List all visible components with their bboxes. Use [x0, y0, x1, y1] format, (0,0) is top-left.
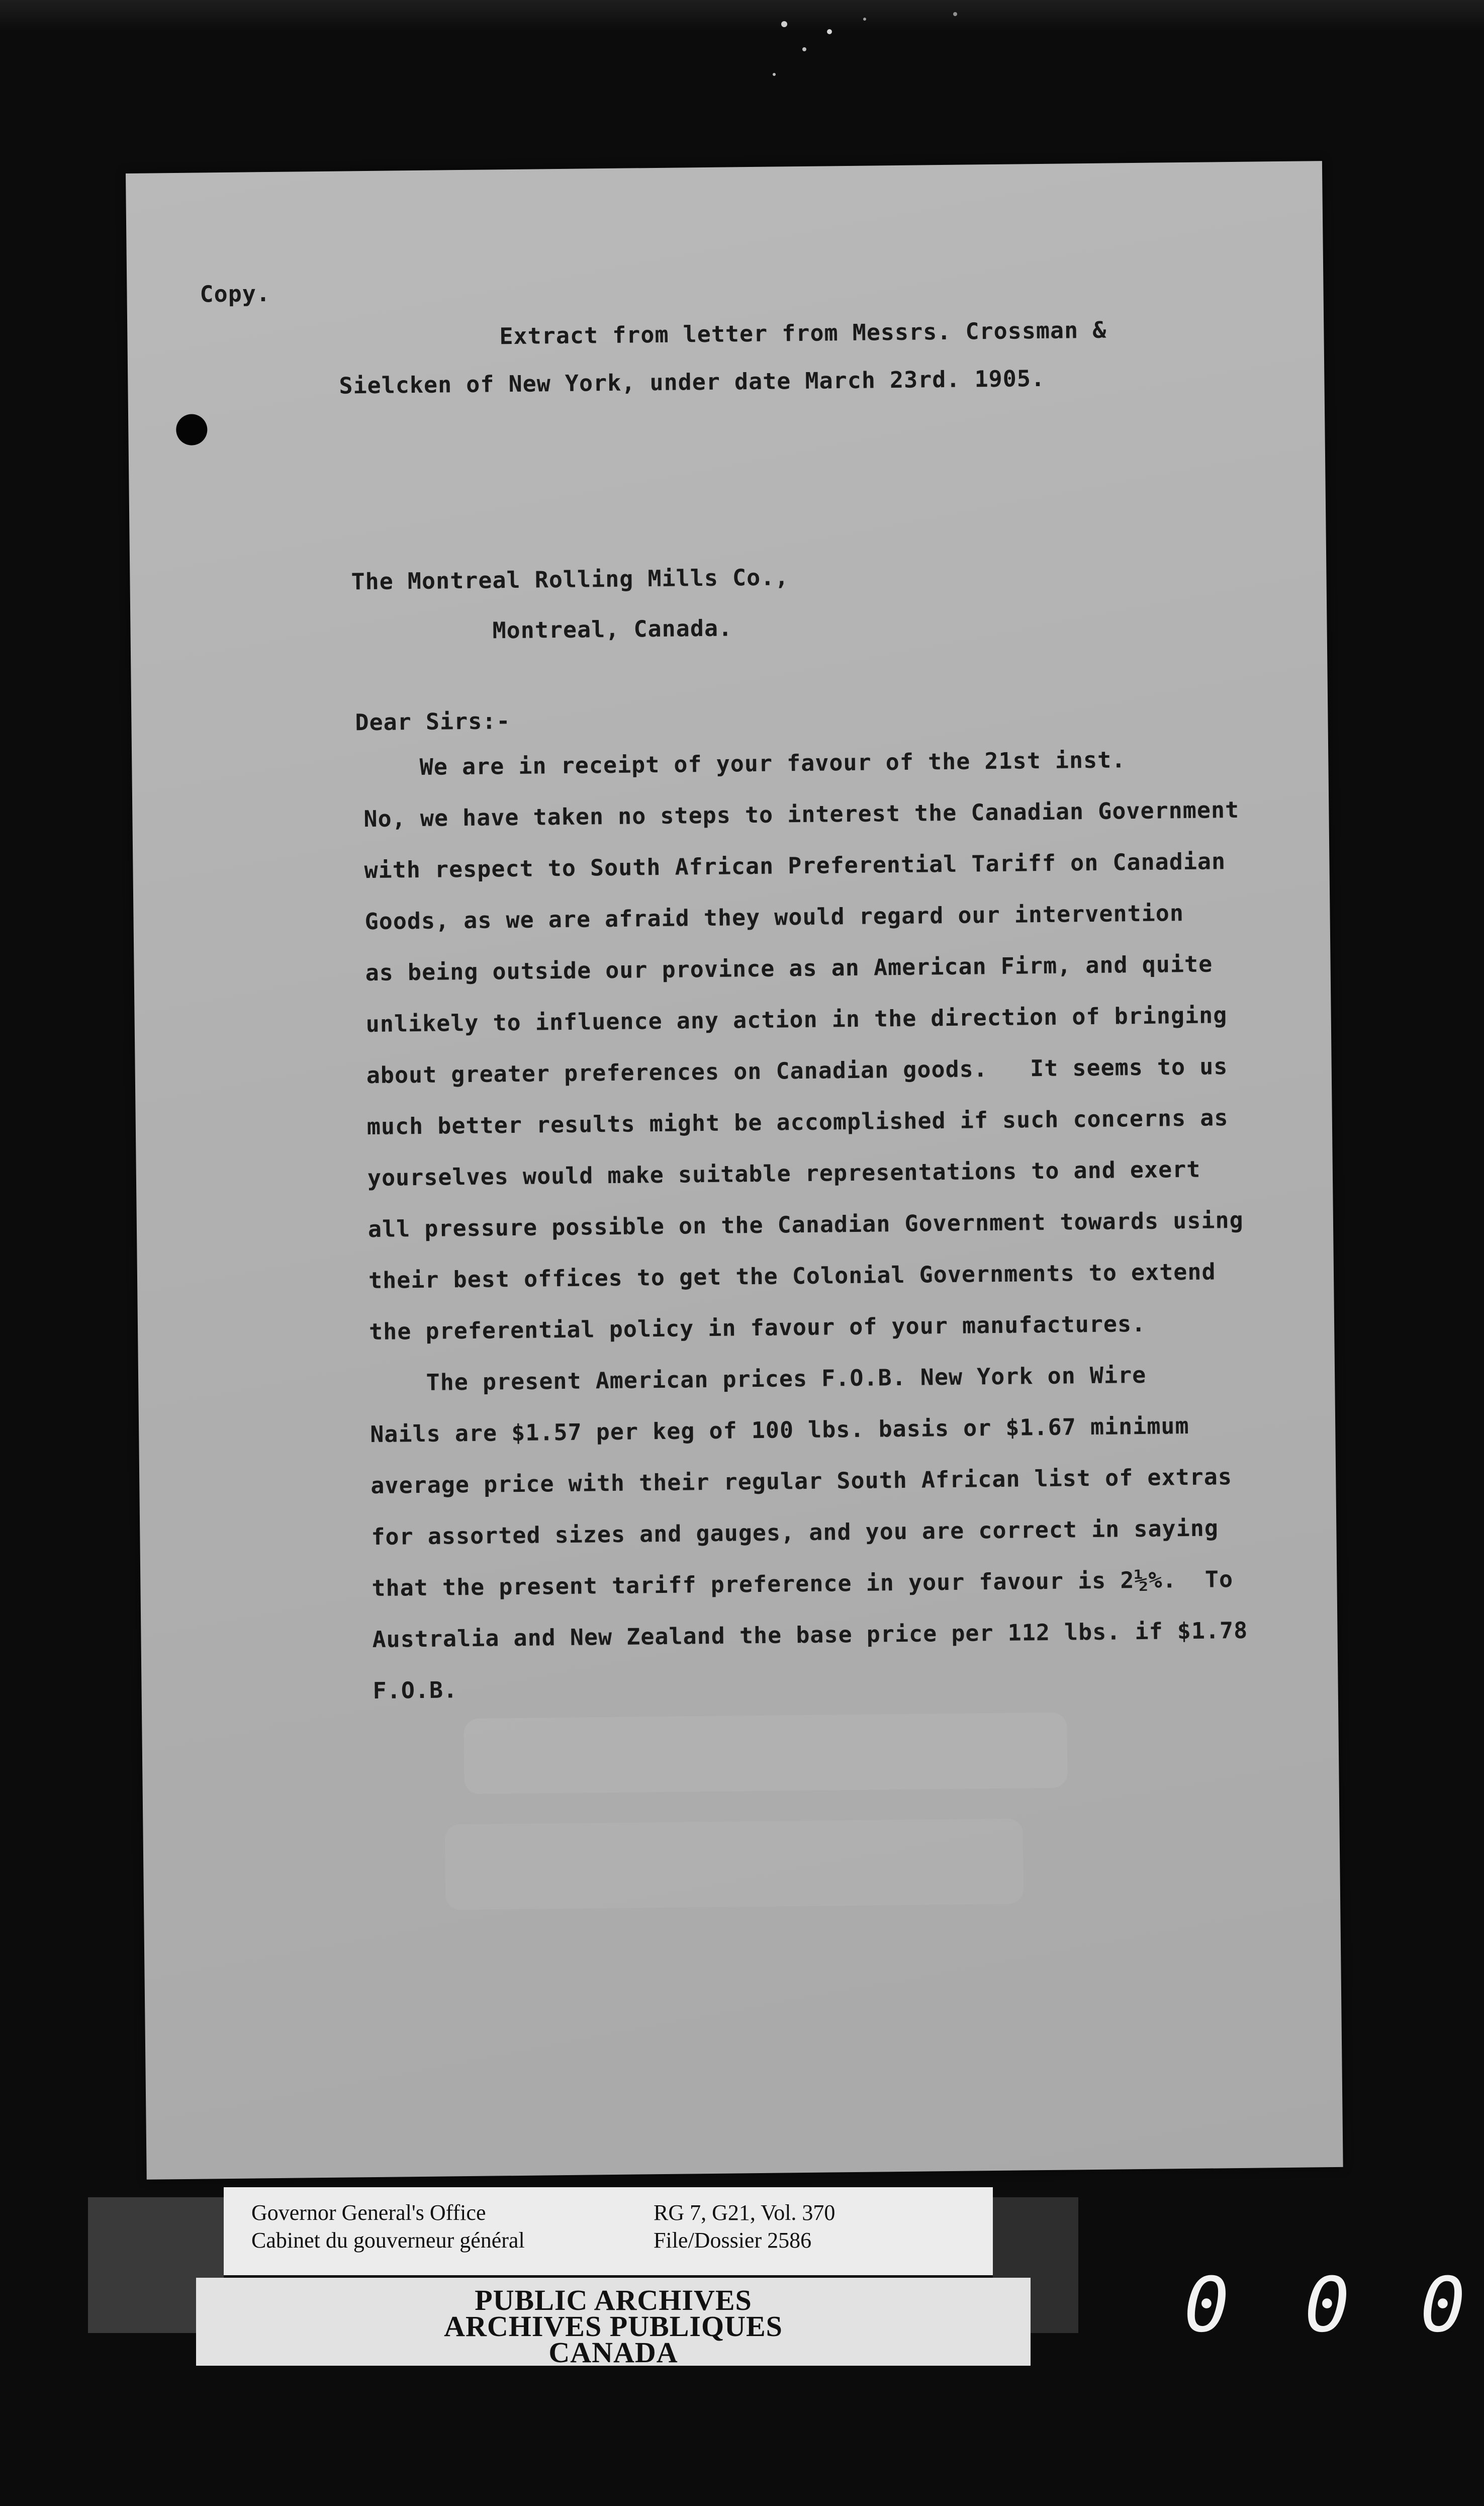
- frame-digit: 0: [1420, 2262, 1466, 2349]
- body-line: all pressure possible on the Canadian Government towards using: [367, 1206, 1244, 1243]
- body-line: Australia and New Zealand the base price per 112 lbs. if $1.78: [372, 1617, 1248, 1653]
- copy-label: Copy.: [200, 280, 271, 308]
- extract-heading-line: Extract from letter from Messrs. Crossman &: [499, 316, 1107, 350]
- scan-top-edge: [0, 0, 1484, 30]
- archives-title-fr: ARCHIVES PUBLIQUES: [444, 2310, 783, 2343]
- archives-title-en: PUBLIC ARCHIVES: [475, 2284, 752, 2316]
- body-line: The present American prices F.O.B. New York on Wire: [369, 1361, 1147, 1397]
- frame-digit: 0: [1304, 2262, 1350, 2349]
- body-line: their best offices to get the Colonial Governments to extend: [368, 1258, 1216, 1294]
- body-line: Goods, as we are afraid they would regard our intervention: [364, 900, 1184, 935]
- letter-page: [126, 161, 1343, 2180]
- body-line: yourselves would make suitable representations to and exert: [367, 1155, 1201, 1192]
- body-line: the preferential policy in favour of your manufactures.: [368, 1310, 1146, 1346]
- body-line: We are in receipt of your favour of the 21st inst.: [363, 746, 1126, 781]
- body-line: for assorted sizes and gauges, and you are correct in saying: [371, 1514, 1219, 1551]
- frame-digit: 0: [1183, 2262, 1230, 2349]
- body-line: that the present tariff preference in your favour is 2½%. To: [372, 1566, 1234, 1602]
- punch-hole: [176, 414, 208, 445]
- bleed-through-stamp: [443, 1692, 1099, 1930]
- addressee-line: Montreal, Canada.: [492, 614, 733, 644]
- body-line: average price with their regular South African list of extras: [370, 1463, 1233, 1499]
- body-line: Nails are $1.57 per keg of 100 lbs. basis or $1.67 minimum: [370, 1412, 1189, 1448]
- body-line: much better results might be accomplished if such concerns as: [366, 1104, 1229, 1140]
- body-line: with respect to South African Preferential Tariff on Canadian: [364, 848, 1226, 884]
- salutation: Dear Sirs:-: [355, 707, 511, 736]
- body-line: unlikely to influence any action in the direction of bringing: [365, 1002, 1228, 1038]
- archives-country: CANADA: [548, 2336, 678, 2369]
- extract-heading-line: Sielcken of New York, under date March 23rd. 1905.: [339, 365, 1046, 399]
- office-name-fr: Cabinet du gouverneur général: [251, 2228, 525, 2253]
- frame-counter: [1176, 2263, 1478, 2348]
- scan-specks: [744, 4, 1096, 89]
- body-line: about greater preferences on Canadian goods. It seems to us: [366, 1053, 1228, 1089]
- addressee-line: The Montreal Rolling Mills Co.,: [351, 564, 789, 595]
- body-line: as being outside our province as an American Firm, and quite: [365, 950, 1213, 987]
- record-group-reference: RG 7, G21, Vol. 370: [654, 2200, 836, 2225]
- file-number: File/Dossier 2586: [654, 2228, 812, 2253]
- office-name-en: Governor General's Office: [251, 2200, 486, 2225]
- body-line: F.O.B.: [373, 1676, 458, 1705]
- body-line: No, we have taken no steps to interest the Canadian Government: [363, 796, 1240, 833]
